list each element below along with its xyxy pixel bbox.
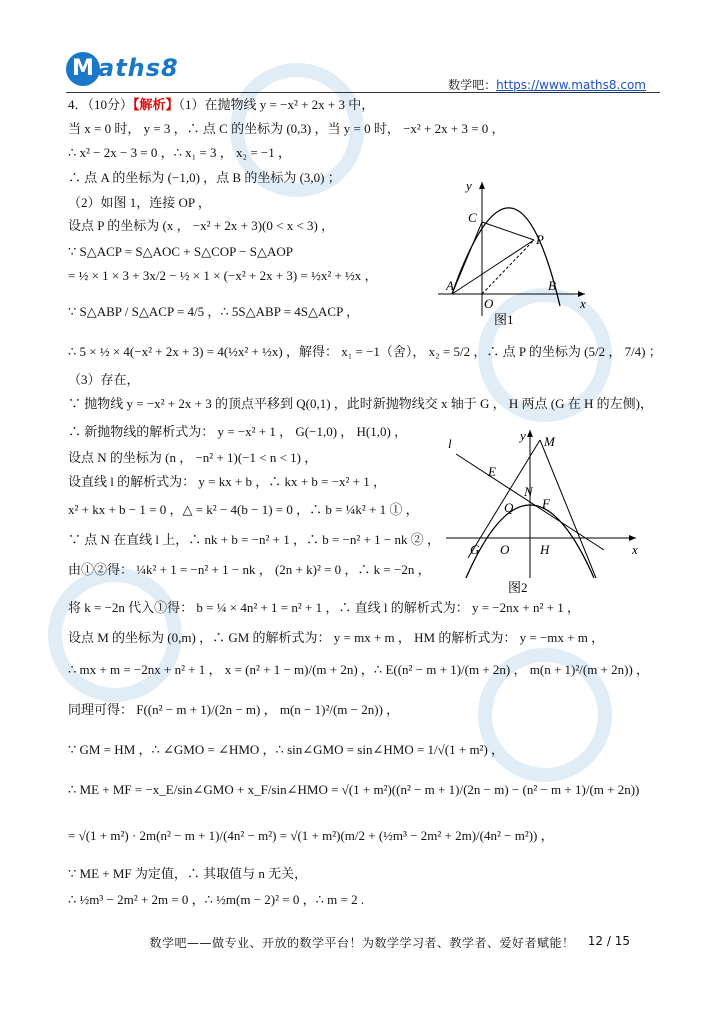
solution-line: x² + kx + b − 1 = 0 ，△ = k² − 4(b − 1) = 0 ，∴ b = ¼k² + 1 ① ， xyxy=(68,502,419,517)
fig2-label-y: y xyxy=(520,428,526,443)
solution-line: ∵ ME + MF 为定值，∴ 其取值与 n 无关， xyxy=(68,866,308,881)
fig1-caption: 图1 xyxy=(494,312,514,326)
logo-text: aths8 xyxy=(98,54,179,82)
figure-1 xyxy=(430,176,600,326)
fig1-label-C: C xyxy=(468,210,477,225)
fig2-caption: 图2 xyxy=(508,580,528,595)
logo-m: M xyxy=(66,52,100,86)
analysis-tag: 【解析】 xyxy=(133,97,179,112)
solution-line: 设点 P 的坐标为 (x ， −x² + 2x + 3)(0 < x < 3) ， xyxy=(68,218,335,233)
fig2-label-G: G xyxy=(470,542,480,557)
header-divider xyxy=(66,92,660,93)
fig1-label-B: B xyxy=(548,278,556,293)
problem-number: 4．（10分） xyxy=(68,97,134,112)
site-url[interactable]: https://www.maths8.com xyxy=(496,78,646,92)
solution-line: = √(1 + m²) · 2m(n² − m + 1)/(4n² − m²) = √(1 + m²)(m/2 + (½m³ − 2m² + 2m)/(4n² − m²)) ， xyxy=(68,828,554,843)
fig2-label-M: M xyxy=(544,434,555,449)
solution-line: （3）存在， xyxy=(68,372,140,387)
fig2-label-E: E xyxy=(488,464,496,479)
fig1-label-x: x xyxy=(580,296,586,311)
solution-line: 将 k = −2n 代入①得： b = ¼ × 4n² + 1 = n² + 1 ，∴ 直线 l 的解析式为： y = −2nx + n² + 1 ， xyxy=(68,600,580,615)
fig1-label-P: P xyxy=(536,232,544,247)
line-text: （1）在抛物线 y = −x² + 2x + 3 中， xyxy=(178,97,375,112)
solution-line: 设直线 l 的解析式为： y = kx + b ，∴ kx + b = −x² + 1 ， xyxy=(68,474,386,489)
fig1-label-O: O xyxy=(484,296,494,311)
solution-line: 由①②得： ¼k² + 1 = −n² + 1 − nk ， (2n + k)² = 0 ，∴ k = −2n ， xyxy=(68,562,431,577)
solution-line: （2）如图 1，连接 OP ， xyxy=(68,195,211,210)
solution-line: 同理可得： F((n² − m + 1)/(2n − m) ， m(n − 1)²/(m − 2n)) ， xyxy=(68,702,400,717)
fig2-label-l: l xyxy=(448,436,452,451)
fig2-label-H: H xyxy=(540,542,550,557)
page-number: 12 / 15 xyxy=(587,934,630,948)
fig2-label-F: F xyxy=(542,496,550,511)
solution-line: 设点 N 的坐标为 (n ， −n² + 1)(−1 < n < 1) ， xyxy=(68,450,318,465)
fig1-label-y: y xyxy=(466,178,472,193)
solution-line: ∴ ½m³ − 2m² + 2m = 0 ，∴ ½m(m − 2)² = 0 ，∴ m = 2 . xyxy=(68,892,365,907)
solution-line: 设点 M 的坐标为 (0,m) ，∴ GM 的解析式为： y = mx + m ， HM 的解析式为： y = −mx + m ， xyxy=(68,630,605,645)
solution-line: ∵ 点 N 在直线 l 上，∴ nk + b = −n² + 1 ，∴ b = −n² + 1 − nk ② ， xyxy=(68,532,440,547)
fig2-label-x: x xyxy=(632,542,638,557)
solution-line: ∵ GM = HM ，∴ ∠GMO = ∠HMO ，∴ sin∠GMO = sin∠HMO = 1/√(1 + m²) ， xyxy=(68,742,505,757)
solution-line: ∴ 5 × ½ × 4(−x² + 2x + 3) = 4(½x² + ½x) ，解得： x₁ = −1（舍）， x₂ = 5/2 ，∴ 点 P 的坐标为 (5/2 ， 7/4) ； xyxy=(68,344,662,359)
figure-2 xyxy=(436,428,646,598)
solution-line xyxy=(68,97,374,113)
fig2-label-Q: Q xyxy=(504,500,514,515)
fig2-label-O: O xyxy=(500,542,510,557)
fig1-label-A: A xyxy=(446,278,454,293)
fig2-label-N: N xyxy=(524,484,533,499)
page-footer: 数学吧——做专业、开放的数学平台！为数学学习者、教学者、爱好者赋能！ xyxy=(149,936,575,950)
solution-line: ∴ ME + MF = −x_E/sin∠GMO + x_F/sin∠HMO = √(1 + m²)((n² − m + 1)/(2n − m) − (n² − m + 1)/(m + 2n)) xyxy=(68,782,640,797)
solution-line: ∴ x² − 2x − 3 = 0 ，∴ x₁ = 3 ， x₂ = −1 ， xyxy=(68,145,291,160)
site-label: 数学吧： xyxy=(448,78,497,92)
maths8-logo[interactable] xyxy=(66,48,206,88)
solution-line: ∴ 新抛物线的解析式为： y = −x² + 1 ， G(−1,0) ， H(1,0) ， xyxy=(68,424,408,439)
solution-line: 当 x = 0 时， y = 3 ，∴ 点 C 的坐标为 (0,3) ，当 y = 0 时， −x² + 2x + 3 = 0 ， xyxy=(68,121,505,136)
solution-line: ∵ S△ABP / S△ACP = 4/5 ，∴ 5S△ABP = 4S△ACP ， xyxy=(68,304,360,319)
site-link[interactable] xyxy=(448,76,646,93)
solution-line: ∵ 抛物线 y = −x² + 2x + 3 的顶点平移到 Q(0,1) ，此时新抛物线交 x 轴于 G ， H 两点 (G 在 H 的左侧)， xyxy=(68,396,653,411)
solution-line: ∴ mx + m = −2nx + n² + 1 ， x = (n² + 1 − m)/(m + 2n) ，∴ E((n² − m + 1)/(m + 2n) ， m(n + 1)²/(m + 2n)) ， xyxy=(68,662,650,677)
solution-line: = ½ × 1 × 3 + 3x/2 − ½ × 1 × (−x² + 2x + 3) = ½x² + ½x ， xyxy=(68,268,378,283)
solution-line: ∴ 点 A 的坐标为 (−1,0) ，点 B 的坐标为 (3,0) ； xyxy=(68,170,341,185)
solution-line: ∵ S△ACP = S△AOC + S△COP − S△AOP xyxy=(68,244,293,259)
